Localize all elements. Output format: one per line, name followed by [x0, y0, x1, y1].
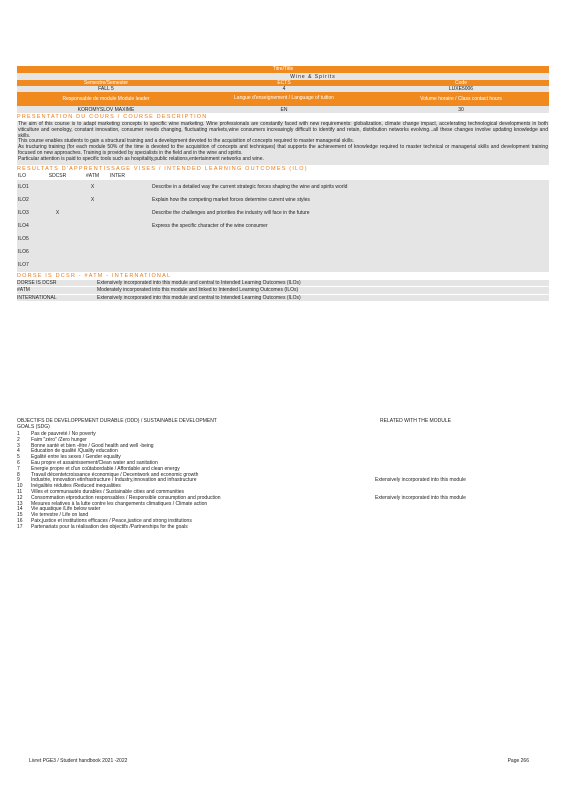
sdg-number: 8 — [17, 471, 20, 478]
sdg-number: 4 — [17, 448, 20, 455]
ilo-title: RESULTATS D'APPRENTISSAGE VISES / INTENDED LEARNING OUTCOMES (ILO) — [17, 165, 308, 172]
dorse-title: DORSE IS DCSR - #ATM - INTERNATIONAL — [17, 272, 172, 279]
sdg-text: Mesures relatives à la lutte contre les changements climatiques / Climate action — [31, 500, 208, 507]
ilo-id: ILO7 — [18, 262, 29, 269]
ilo-row — [17, 194, 549, 207]
sdg-section — [17, 418, 549, 531]
presentation-paragraph: As tructuring training (for each module 50% of the time is devoted to the acquisition of concepts and techniques) that supports the achievement of knowledge required to master technical or managerial skills and development training focused on new approaches. Training is provided by specialists in the field and in the wine and spirits. — [18, 144, 548, 156]
dorse-desc: Extensively incorporated into this module and central to Intended Learning Outcomes (ILOs) — [97, 279, 301, 286]
sdg-relation: Extensively incorporated into this module — [375, 477, 466, 484]
volume-label: Volume horaire / Class contact hours — [420, 96, 502, 102]
ects-label: ECTS — [277, 80, 291, 86]
title-value-row — [17, 73, 549, 80]
ilo-row — [17, 246, 549, 259]
ilo-header-row — [17, 173, 549, 180]
sdg-number: 16 — [17, 517, 23, 524]
sdg-text: Inégalités réduites /Reduced inequalities — [31, 483, 121, 490]
semester-value: FALL 5 — [98, 86, 114, 92]
code-value: LUXE5006 — [448, 86, 474, 92]
ilo-header: ILO — [18, 173, 27, 180]
sdg-text: Pas de pauvreté / No poverty — [31, 431, 96, 437]
sdg-text: Bonne santé et bien -être / Good health and well -being — [31, 442, 154, 449]
ilo-table — [17, 180, 549, 272]
sdg-number: 2 — [17, 436, 20, 443]
sdg-text: Consommation etproduction responsables / Responsible consumption and production — [31, 494, 221, 501]
sdg-item — [17, 525, 549, 531]
sdg-text: Partenariats pour la réalisation des objectifs /Partnerships for the goals — [31, 523, 188, 530]
sdg-number: 15 — [17, 512, 23, 519]
footer-page-number: Page 266 — [507, 758, 529, 764]
sdg-relation — [375, 525, 549, 531]
sdg-text: Villes et communautés durables / Sustainable cities and communities — [31, 488, 185, 495]
ilo-id: ILO2 — [18, 197, 29, 204]
dorse-row — [17, 295, 549, 302]
ilo-mark: X — [55, 210, 60, 217]
hours-value: 30 — [458, 106, 464, 113]
sdg-number: 14 — [17, 506, 23, 513]
language-label: Langue d'enseignement / Language of tuition — [234, 95, 334, 102]
presentation-paragraph: The aim of this course is to adapt marketing concepts to specific wine marketing. Wine professionals are constantly faced with new requirements: globalization, climate change impact, accelerating technological developments in both viticulture and oenology, constant innovation, consumer needs changing, fluctuating markets,wine consumers increasingly difficult to identify and retain, distribution networks evolving...all these changes involve updating knowledge and skills. — [18, 121, 548, 139]
dorse-row — [17, 280, 549, 287]
footer-handbook: Livret PGE3 / Student handbook 2021 -2022 — [29, 758, 128, 764]
ilo-id: ILO6 — [18, 249, 29, 256]
ilo-id: ILO3 — [18, 210, 29, 217]
ilo-row — [17, 233, 549, 246]
ilo-header: INTER — [110, 173, 125, 180]
dorse-desc: Moderately incorporated into this module and linked to Intended Learning Outcomes (ILOs) — [97, 287, 299, 294]
ilo-header: SDCSR — [48, 173, 67, 180]
sdg-number: 13 — [17, 500, 23, 507]
ilo-desc: Express the specific character of the wine consumer — [152, 223, 268, 230]
ilo-row — [17, 207, 549, 220]
ilo-mark: X — [90, 197, 95, 204]
title-value: Wine & Spirits — [290, 73, 336, 80]
dorse-row — [17, 287, 549, 294]
presentation-paragraph: This course enables students to gain a structural training and a development devoted to the acquisition of concepts required to master managerial skills. — [18, 138, 355, 145]
presentation-body — [17, 121, 549, 165]
ilo-id: ILO1 — [18, 184, 29, 191]
sdg-number: 17 — [17, 523, 23, 530]
presentation-title: PRESENTATION DU COURS / COURSE DESCRIPTION — [17, 114, 208, 120]
sdg-number: 1 — [17, 431, 20, 437]
module-sheet — [17, 66, 549, 301]
semester-value-row — [17, 86, 549, 92]
responsable-label: Responsable de module Module leader — [62, 96, 150, 102]
leader-value-row — [17, 106, 549, 113]
title-label: Titre/Title — [17, 66, 549, 73]
dorse-key: INTERNATIONAL — [17, 294, 57, 301]
sdg-number: 9 — [17, 477, 20, 484]
sdg-number: 7 — [17, 465, 20, 472]
ilo-row — [17, 181, 549, 194]
dorse-key: #ATM — [17, 287, 30, 294]
ilo-mark: X — [90, 184, 95, 191]
sdg-number: 10 — [17, 483, 23, 490]
sdg-header — [17, 418, 549, 430]
dorse-key: DORSE IS DCSR — [17, 279, 57, 286]
ilo-desc: Describe in a detailed way the current strategic forces shaping the wine and spirits world — [152, 184, 348, 191]
ilo-row — [17, 259, 549, 272]
language-value: EN — [280, 106, 288, 113]
sdg-number: 6 — [17, 459, 20, 466]
sdg-relation: Extensively incorporated into this module — [375, 494, 466, 501]
sdg-number: 11 — [17, 488, 23, 495]
ilo-desc: Explain how the competing market forces determine current wine styles — [152, 197, 310, 204]
presentation-paragraph: Particular attention is paid to specific tools such as hospitality,public relations,entertainment networks and wine. — [18, 155, 264, 162]
sdg-title: OBJECTIFS DE DEVELOPPEMENT DURABLE (ODD) / SUSTAINABLE DEVELOPMENT GOALS (SDG) — [17, 418, 217, 430]
ilo-id: ILO4 — [18, 223, 29, 230]
sdg-text: Faim "zéro" /Zero hunger — [31, 436, 87, 443]
sdg-number: 3 — [17, 442, 20, 449]
sdg-text: Education de qualité /Quality education — [31, 448, 118, 455]
sdg-related-label: RELATED WITH THE MODULE — [380, 418, 451, 424]
sdg-text: Egalité entre les sexes / Gender equality — [31, 454, 121, 461]
sdg-number: 5 — [17, 454, 20, 461]
dorse-desc: Extensively incorporated into this module and central to Intended Learning Outcomes (ILOs) — [97, 294, 301, 301]
sdg-text: Industrie, innovation etinfrastructure / Industry,innovation and infrastructure — [31, 477, 197, 484]
ects-value: 4 — [282, 86, 286, 92]
sdg-number: 12 — [17, 494, 23, 501]
code-label: Code — [455, 80, 467, 86]
ilo-desc: Describe the challenges and priorities the industry will face in the future — [152, 210, 310, 217]
leader-value: KOROMYSLOV MAXIME — [77, 106, 135, 113]
ilo-id: ILO5 — [18, 236, 29, 243]
ilo-row — [17, 220, 549, 233]
sdg-text: Vie terrestre / Life on land — [31, 512, 89, 519]
sdg-text: Energie propre et d'un coûtabordable / Affordable and clean energy — [31, 465, 180, 472]
semester-label: Semestre/Semester — [83, 80, 129, 86]
sdg-text: Eau propre et assainissement/Clean water and sanitation — [31, 459, 158, 466]
leader-header-row — [17, 92, 549, 106]
sdg-text: Travail décentetcroissance économique / Decentwork and economic growth — [31, 471, 199, 478]
page-footer — [29, 758, 529, 764]
ilo-header: #ATM — [86, 173, 99, 180]
sdg-text: Paix,justice et institutions efficaces / Peace,justice and strong institutions — [31, 517, 192, 524]
sdg-text: Vie aquatique /Life below water — [31, 506, 101, 513]
